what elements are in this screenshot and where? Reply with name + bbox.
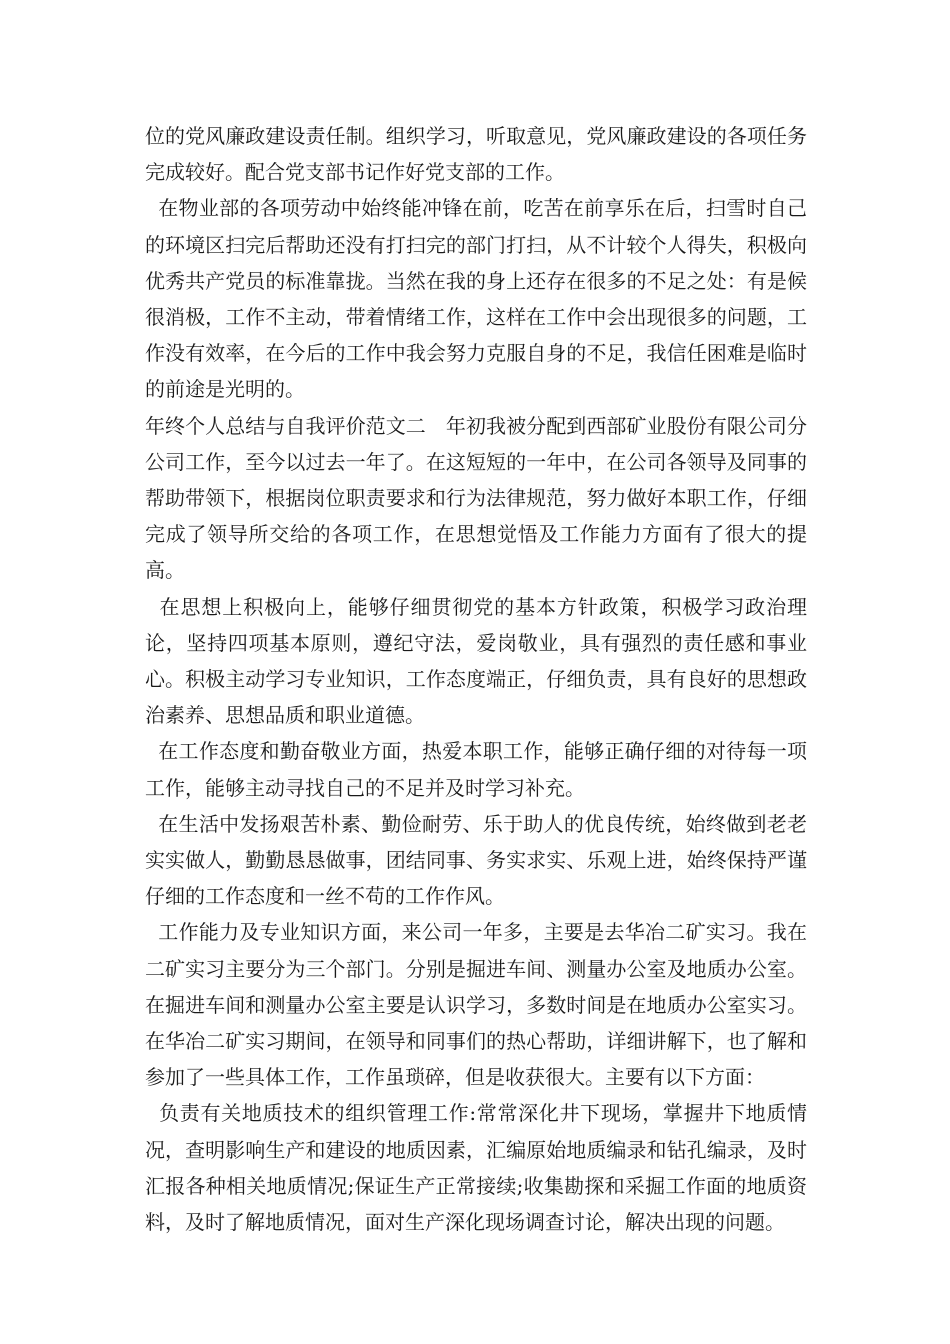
paragraph-3: 年终个人总结与自我评价范文二 年初我被分配到西部矿业股份有限公司分公司工作，至今以过去一年了。在这短短的一年中，在公司各领导及同事的帮助带领下，根据岗位职责要求和行为法律规范，努力做好本职工作，仔细完成了领导所交给的各项工作，在思想觉悟及工作能力方面有了很大的提高。: [145, 413, 807, 583]
paragraph-7: 工作能力及专业知识方面，来公司一年多，主要是去华冶二矿实习。我在二矿实习主要分为三个部门。分别是掘进车间、测量办公室及地质办公室。在掘进车间和测量办公室主要是认识学习，多数时间是在地质办公室实习。在华冶二矿实习期间，在领导和同事们的热心帮助，详细讲解下，也了解和参加了一些具体工作，工作虽琐碎，但是收获很大。主要有以下方面：: [145, 920, 807, 1090]
paragraph-8: 负责有关地质技术的组织管理工作:常常深化井下现场，掌握井下地质情况，查明影响生产和建设的地质因素，汇编原始地质编录和钻孔编录，及时汇报各种相关地质情况;保证生产正常接续;收集勘探和采掘工作面的地质资料，及时了解地质情况，面对生产深化现场调查讨论，解决出现的问题。: [145, 1101, 807, 1235]
paragraph-4: 在思想上积极向上，能够仔细贯彻党的基本方针政策，积极学习政治理论，坚持四项基本原则，遵纪守法，爱岗敬业，具有强烈的责任感和事业心。积极主动学习专业知识，工作态度端正，仔细负责，具有良好的思想政治素养、思想品质和职业道德。: [145, 594, 807, 728]
paragraph-6: 在生活中发扬艰苦朴素、勤俭耐劳、乐于助人的优良传统，始终做到老老实实做人，勤勤恳恳做事，团结同事、务实求实、乐观上进，始终保持严谨仔细的工作态度和一丝不苟的工作作风。: [145, 811, 807, 909]
document-body: [145, 118, 807, 1240]
paragraph-5: 在工作态度和勤奋敬业方面，热爱本职工作，能够正确仔细的对待每一项工作，能够主动寻找自己的不足并及时学习补充。: [145, 739, 807, 800]
paragraph-1: 位的党风廉政建设责任制。组织学习，听取意见，党风廉政建设的各项任务完成较好。配合党支部书记作好党支部的工作。: [145, 124, 807, 185]
paragraph-2: 在物业部的各项劳动中始终能冲锋在前，吃苦在前享乐在后，扫雪时自己的环境区扫完后帮助还没有打扫完的部门打扫，从不计较个人得失，积极向优秀共产党员的标准靠拢。当然在我的身上还存在很多的不足之处：有是候很消极，工作不主动，带着情绪工作，这样在工作中会出现很多的问题，工作没有效率，在今后的工作中我会努力克服自身的不足，我信任困难是临时的前途是光明的。: [145, 196, 807, 402]
